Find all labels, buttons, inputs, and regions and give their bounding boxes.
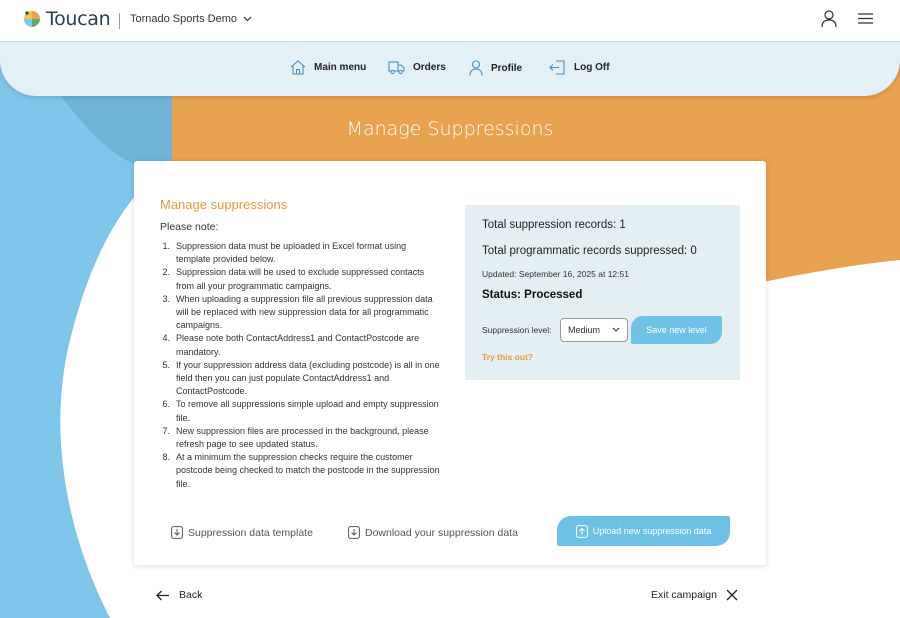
home-icon	[290, 60, 306, 75]
main-nav	[0, 42, 900, 96]
status-panel	[465, 205, 740, 380]
card-heading: Manage suppressions	[160, 197, 288, 212]
instructions-list	[160, 240, 440, 491]
upload-icon	[576, 525, 588, 538]
back-label: Back	[179, 589, 203, 601]
toucan-logo-icon	[22, 9, 42, 29]
nav-main-menu[interactable]	[290, 60, 366, 75]
total-programmatic-suppressed: Total programmatic records suppressed: 0	[482, 245, 697, 257]
download-icon	[171, 526, 183, 539]
template-download-link[interactable]	[171, 526, 313, 539]
top-bar	[0, 0, 900, 42]
total-suppression-records: Total suppression records: 1	[482, 219, 626, 231]
suppression-level-label: Suppression level:	[482, 325, 552, 335]
suppression-level-value: Medium	[568, 325, 601, 335]
upload-button-label: Upload new suppression data	[592, 526, 712, 536]
suppressions-card	[134, 161, 766, 565]
profile-icon	[469, 60, 483, 76]
nav-orders-label: Orders	[413, 62, 446, 73]
suppression-level-select[interactable]	[560, 318, 628, 342]
brand-name: Toucan	[46, 8, 111, 30]
status-text: Status: Processed	[482, 289, 583, 301]
page-title: Manage Suppressions	[346, 118, 554, 140]
list-item: 5. If your suppression address data (excluding postcode) is all in one field then you can just populate ContactAddress1 and ContactPostcode.	[162, 359, 440, 397]
org-name: Tornado Sports Demo	[130, 13, 237, 25]
please-note: Please note:	[160, 221, 219, 233]
arrow-left-icon	[156, 590, 170, 601]
close-icon	[726, 589, 738, 601]
chevron-down-icon	[612, 327, 620, 332]
list-item: 1. Suppression data must be uploaded in Excel format using template provided below.	[162, 241, 407, 265]
list-item: 2. Suppression data will be used to exclude suppressed contacts from all your programmatic campaigns.	[162, 267, 425, 291]
save-new-level-button[interactable]: Save new level	[631, 316, 722, 344]
list-item: 6. To remove all suppressions simple upload and empty suppression file.	[162, 399, 439, 423]
truck-icon	[388, 60, 405, 75]
download-data-link[interactable]	[348, 526, 518, 539]
list-item: 3. When uploading a suppression file all previous suppression data will be replaced with new suppression data for all programmatic campaigns.	[162, 293, 433, 331]
nav-profile[interactable]	[469, 60, 522, 76]
updated-timestamp: Updated: September 16, 2025 at 12:51	[482, 269, 629, 279]
header-divider	[119, 13, 120, 29]
template-link-label: Suppression data template	[188, 526, 313, 539]
list-item: 8. At a minimum the suppression checks require the customer postcode being checked to match the postcode in the suppression file.	[162, 452, 440, 489]
logout-icon	[548, 60, 566, 75]
chevron-down-icon	[243, 16, 252, 22]
nav-orders[interactable]	[388, 60, 446, 75]
download-link-label: Download your suppression data	[365, 526, 518, 539]
upload-suppression-button[interactable]	[557, 516, 730, 546]
list-item: 4. Please note both ContactAddress1 and ContactPostcode are mandatory.	[162, 333, 420, 357]
toucan-logo[interactable]	[22, 8, 110, 30]
exit-label: Exit campaign	[651, 589, 717, 601]
user-icon[interactable]	[821, 10, 837, 28]
hamburger-menu-icon[interactable]	[858, 13, 873, 24]
nav-profile-label: Profile	[491, 62, 523, 74]
nav-logoff[interactable]	[548, 60, 610, 75]
list-item: 7. New suppression files are processed in the background, please refresh page to see updated status.	[162, 425, 429, 450]
try-this-out-link[interactable]: Try this out?	[482, 352, 533, 362]
exit-campaign-button[interactable]	[651, 589, 738, 601]
nav-main-menu-label: Main menu	[314, 62, 367, 73]
download-icon	[348, 526, 360, 539]
org-selector[interactable]	[130, 13, 252, 25]
nav-logoff-label: Log Off	[574, 62, 610, 73]
back-button[interactable]	[156, 589, 202, 601]
